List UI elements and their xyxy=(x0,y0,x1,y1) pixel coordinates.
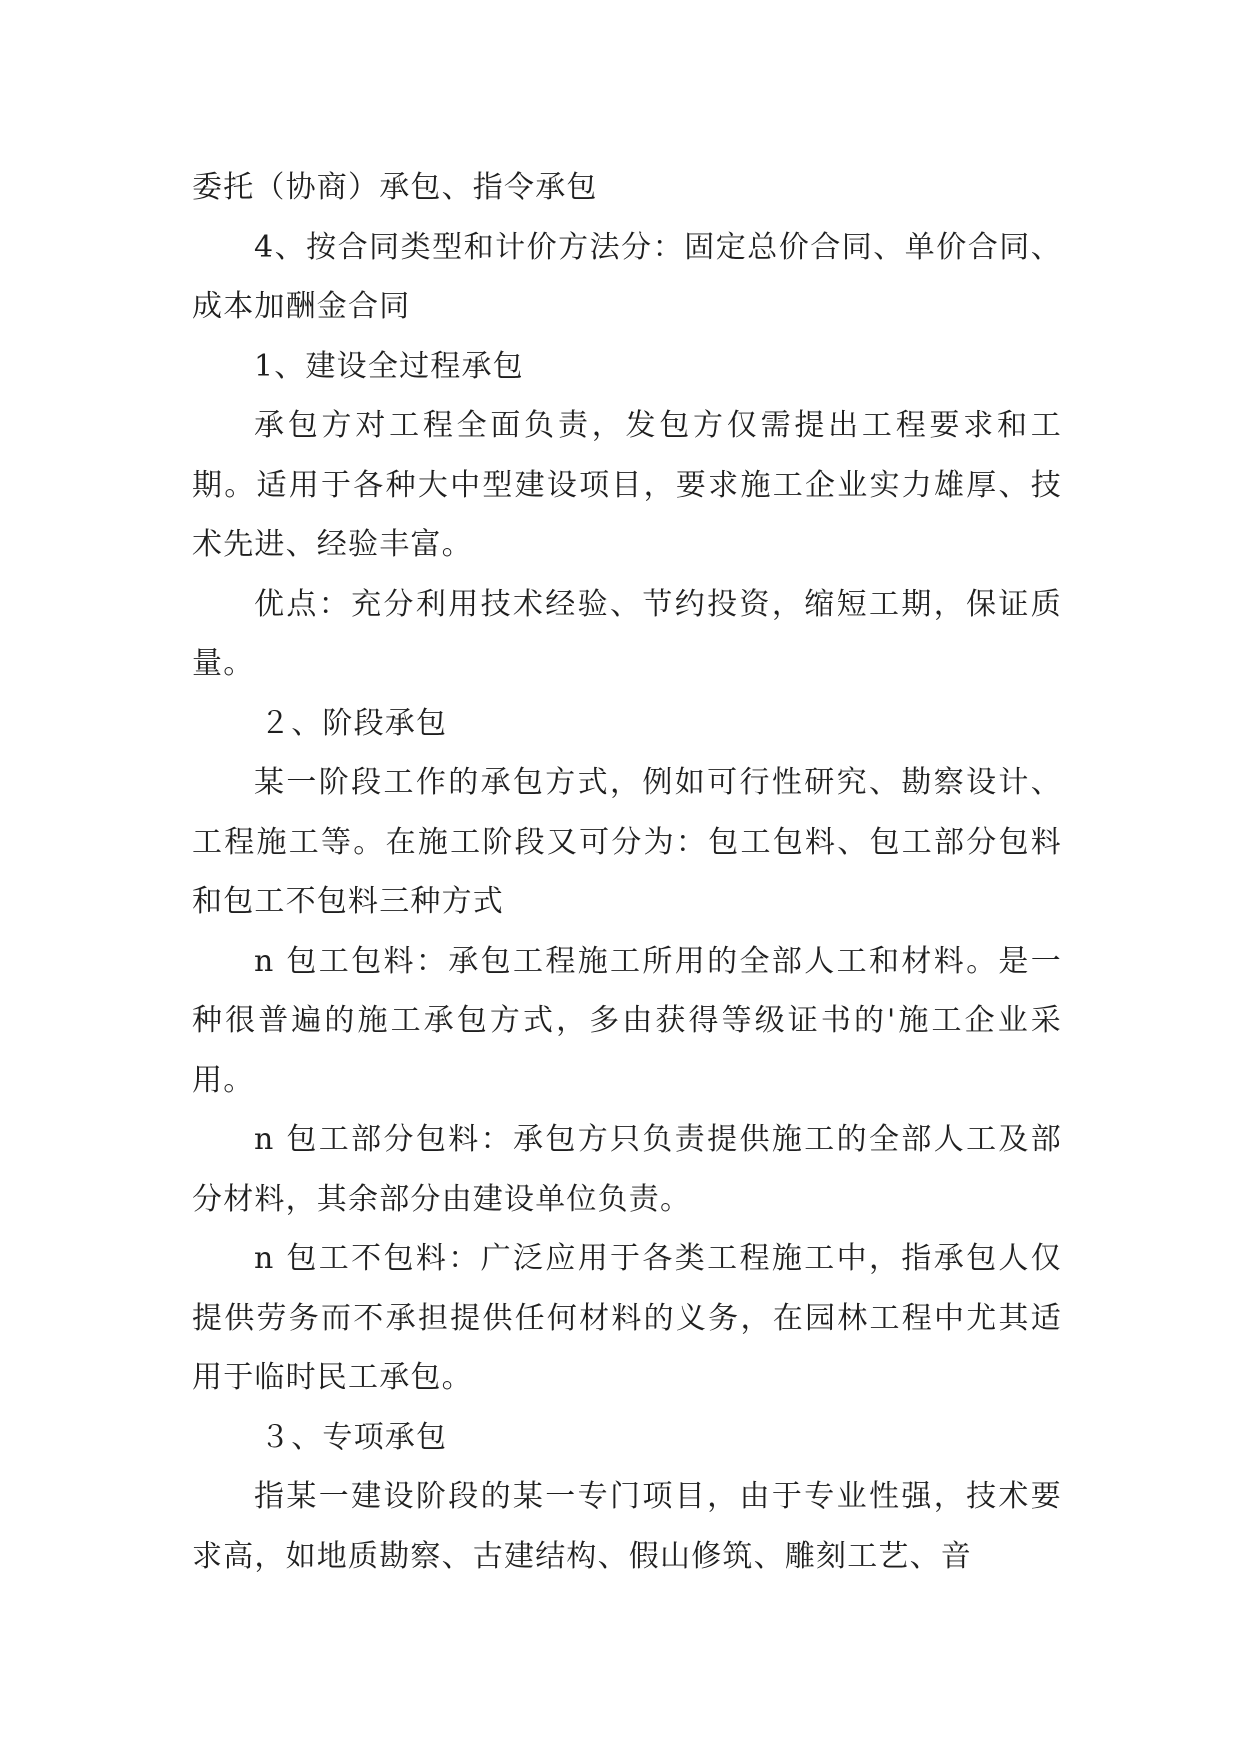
list-item-labor-and-materials: n 包工包料：承包工程施工所用的全部人工和材料。是一种很普遍的施工承包方式，多由获得等级证书的'施工企业采用。 xyxy=(192,943,1062,1098)
paragraph-contracting-methods-end: 委托（协商）承包、指令承包 xyxy=(192,170,598,205)
heading-stage-contracting: ２、阶段承包 xyxy=(260,705,448,741)
heading-full-process-contracting: 1、建设全过程承包 xyxy=(254,348,524,384)
list-item-labor-partial-materials: n 包工部分包料：承包方只负责提供施工的全部人工及部分材料，其余部分由建设单位负责。 xyxy=(192,1122,1062,1217)
paragraph-contract-types: 4、按合同类型和计价方法分：固定总价合同、单价合同、成本加酬金合同 xyxy=(192,229,1062,324)
heading-special-contracting: ３、专项承包 xyxy=(260,1419,448,1455)
paragraph-special-description: 指某一建设阶段的某一专门项目，由于专业性强，技术要求高，如地质勘察、古建结构、假山修筑、雕刻工艺、音 xyxy=(192,1479,1062,1574)
paragraph-full-process-advantages: 优点：充分利用技术经验、节约投资，缩短工期，保证质量。 xyxy=(192,586,1062,681)
list-item-labor-only: n 包工不包料：广泛应用于各类工程施工中，指承包人仅提供劳务而不承担提供任何材料的义务，在园林工程中尤其适用于临时民工承包。 xyxy=(192,1241,1062,1395)
paragraph-full-process-description: 承包方对工程全面负责，发包方仅需提出工程要求和工期。适用于各种大中型建设项目，要求施工企业实力雄厚、技术先进、经验丰富。 xyxy=(192,408,1062,562)
document-body xyxy=(192,158,1062,1586)
paragraph-stage-description: 某一阶段工作的承包方式，例如可行性研究、勘察设计、工程施工等。在施工阶段又可分为：包工包料、包工部分包料和包工不包料三种方式 xyxy=(192,765,1062,919)
